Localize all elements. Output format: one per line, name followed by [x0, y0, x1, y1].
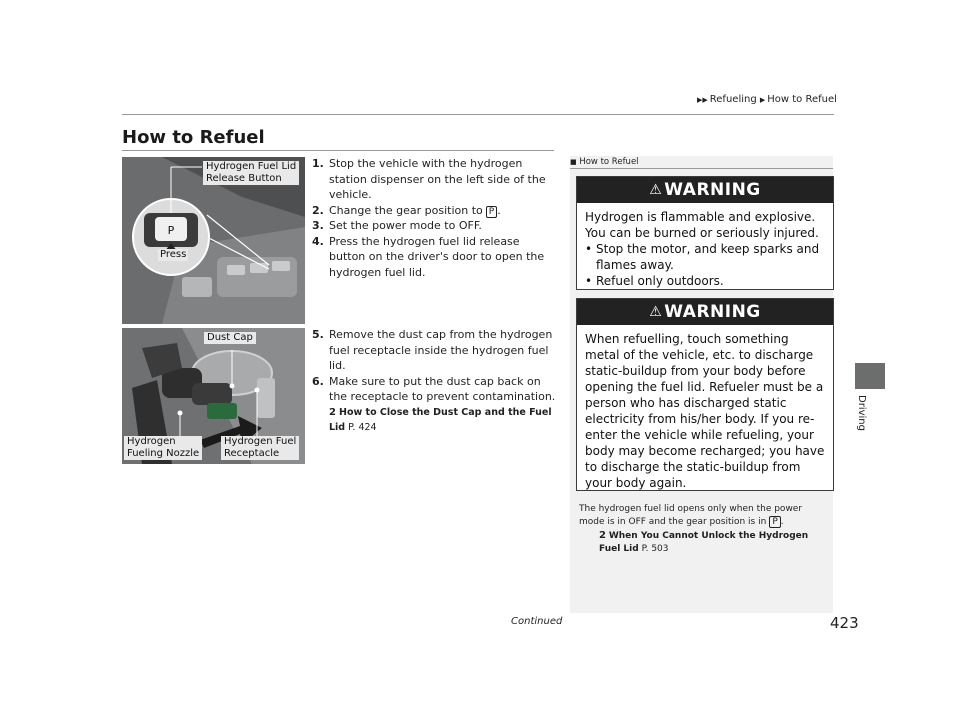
step-number: 5. [312, 328, 324, 341]
title-rule [122, 150, 554, 151]
reference-label[interactable]: How to Close the Dust Cap and the Fuel Lid [329, 406, 552, 433]
steps-group-1 [312, 156, 557, 280]
breadcrumb [697, 94, 837, 105]
step-item [312, 203, 557, 219]
warning-triangle-icon: ⚠ [649, 304, 663, 320]
warning-header [577, 177, 833, 203]
callout-fueling-nozzle: Hydrogen Fueling Nozzle [124, 436, 202, 460]
breadcrumb-arrow-icon: ▶ [759, 96, 766, 104]
steps-group-2 [312, 327, 557, 435]
step-number: 1. [312, 157, 324, 170]
step-item [312, 156, 557, 203]
warning-bullet [585, 273, 825, 289]
note-text: The hydrogen fuel lid opens only when the power mode is in OFF and the gear position is in [579, 504, 803, 527]
warning-bullet [585, 241, 825, 273]
bullet-icon: • [585, 242, 593, 256]
callout-release-button [203, 161, 299, 185]
header-rule [122, 114, 834, 115]
step-number: 2. [312, 203, 324, 217]
continued-label: Continued [511, 616, 563, 627]
step-text: Make sure to put the dust cap back on the receptacle to prevent contamination. [329, 374, 556, 403]
warning-triangle-icon: ⚠ [649, 182, 663, 198]
bullet-icon: • [585, 274, 593, 288]
cross-reference-dust-cap[interactable] [312, 405, 557, 435]
step-item [312, 374, 557, 405]
gear-p-key-icon: P [486, 206, 497, 218]
warning-label: WARNING [664, 180, 761, 200]
gear-p-key-icon: P [769, 516, 780, 528]
step-text: Set the power mode to OFF. [329, 219, 482, 232]
step-item [312, 218, 557, 234]
step-text: Press the hydrogen fuel lid release button on the driver's door to open the hydrogen fuel lid. [329, 234, 545, 279]
breadcrumb-subsection[interactable]: How to Refuel [767, 94, 837, 105]
step-text-end: . [497, 203, 501, 217]
step-item [312, 327, 557, 374]
cross-reference-unlock[interactable] [579, 529, 824, 556]
step-number: 3. [312, 219, 324, 232]
step-number: 6. [312, 374, 324, 388]
step-text: Remove the dust cap from the hydrogen fuel receptacle inside the hydrogen fuel lid. [329, 328, 553, 372]
breadcrumb-arrow-icon: ▶▶ [697, 96, 708, 104]
panel-heading [570, 157, 639, 167]
warning-bullet-text: Refuel only outdoors. [596, 274, 724, 288]
note-text-end: . [780, 517, 784, 527]
panel-note [579, 503, 824, 556]
warning-box-static [576, 298, 834, 491]
panel-heading-text: How to Refuel [579, 157, 639, 167]
reference-label[interactable]: When You Cannot Unlock the Hydrogen Fuel Lid [599, 531, 809, 554]
section-tab-marker [855, 363, 885, 389]
warning-text: When refuelling, touch something metal of the vehicle, etc. to discharge static-buildup from your body before opening the fuel lid. Refueler must be a person who has discharged static electricity from his/her body. If you re-enter the vehicle while refueling, your body may become recharged; you have to discharge the static-buildup from your body again. [585, 332, 825, 490]
step-text: Stop the vehicle with the hydrogen station dispenser on the left side of the vehicle. [329, 157, 546, 201]
reference-arrow-icon: 2 [599, 530, 606, 541]
reference-page[interactable]: P. 424 [348, 421, 377, 433]
warning-text: Hydrogen is flammable and explosive. You can be burned or seriously injured. [585, 210, 819, 240]
callout-release-button-text: Hydrogen Fuel Lid Release Button [206, 161, 297, 184]
warning-header [577, 299, 833, 325]
callout-press: Press [160, 249, 187, 260]
page-number: 423 [830, 614, 859, 632]
warning-label: WARNING [664, 302, 761, 322]
svg-text:P: P [167, 224, 175, 237]
warning-bullet-text: Stop the motor, and keep sparks and flames away. [596, 242, 820, 272]
step-text: Change the gear position to [329, 203, 483, 217]
reference-page[interactable]: P. 503 [641, 544, 669, 554]
page-title: How to Refuel [122, 127, 265, 148]
section-tab-label: Driving [856, 395, 867, 431]
step-item [312, 234, 557, 281]
step-number: 4. [312, 234, 324, 248]
panel-rule [570, 168, 833, 169]
warning-body [577, 203, 833, 295]
breadcrumb-section[interactable]: Refueling [709, 94, 757, 105]
callout-fuel-receptacle: Hydrogen Fuel Receptacle [221, 436, 299, 460]
warning-box-flammable [576, 176, 834, 290]
panel-heading-icon: ■ [570, 158, 577, 166]
callout-dust-cap: Dust Cap [204, 332, 256, 344]
reference-arrow-icon: 2 [329, 406, 336, 418]
warning-body [577, 325, 833, 497]
